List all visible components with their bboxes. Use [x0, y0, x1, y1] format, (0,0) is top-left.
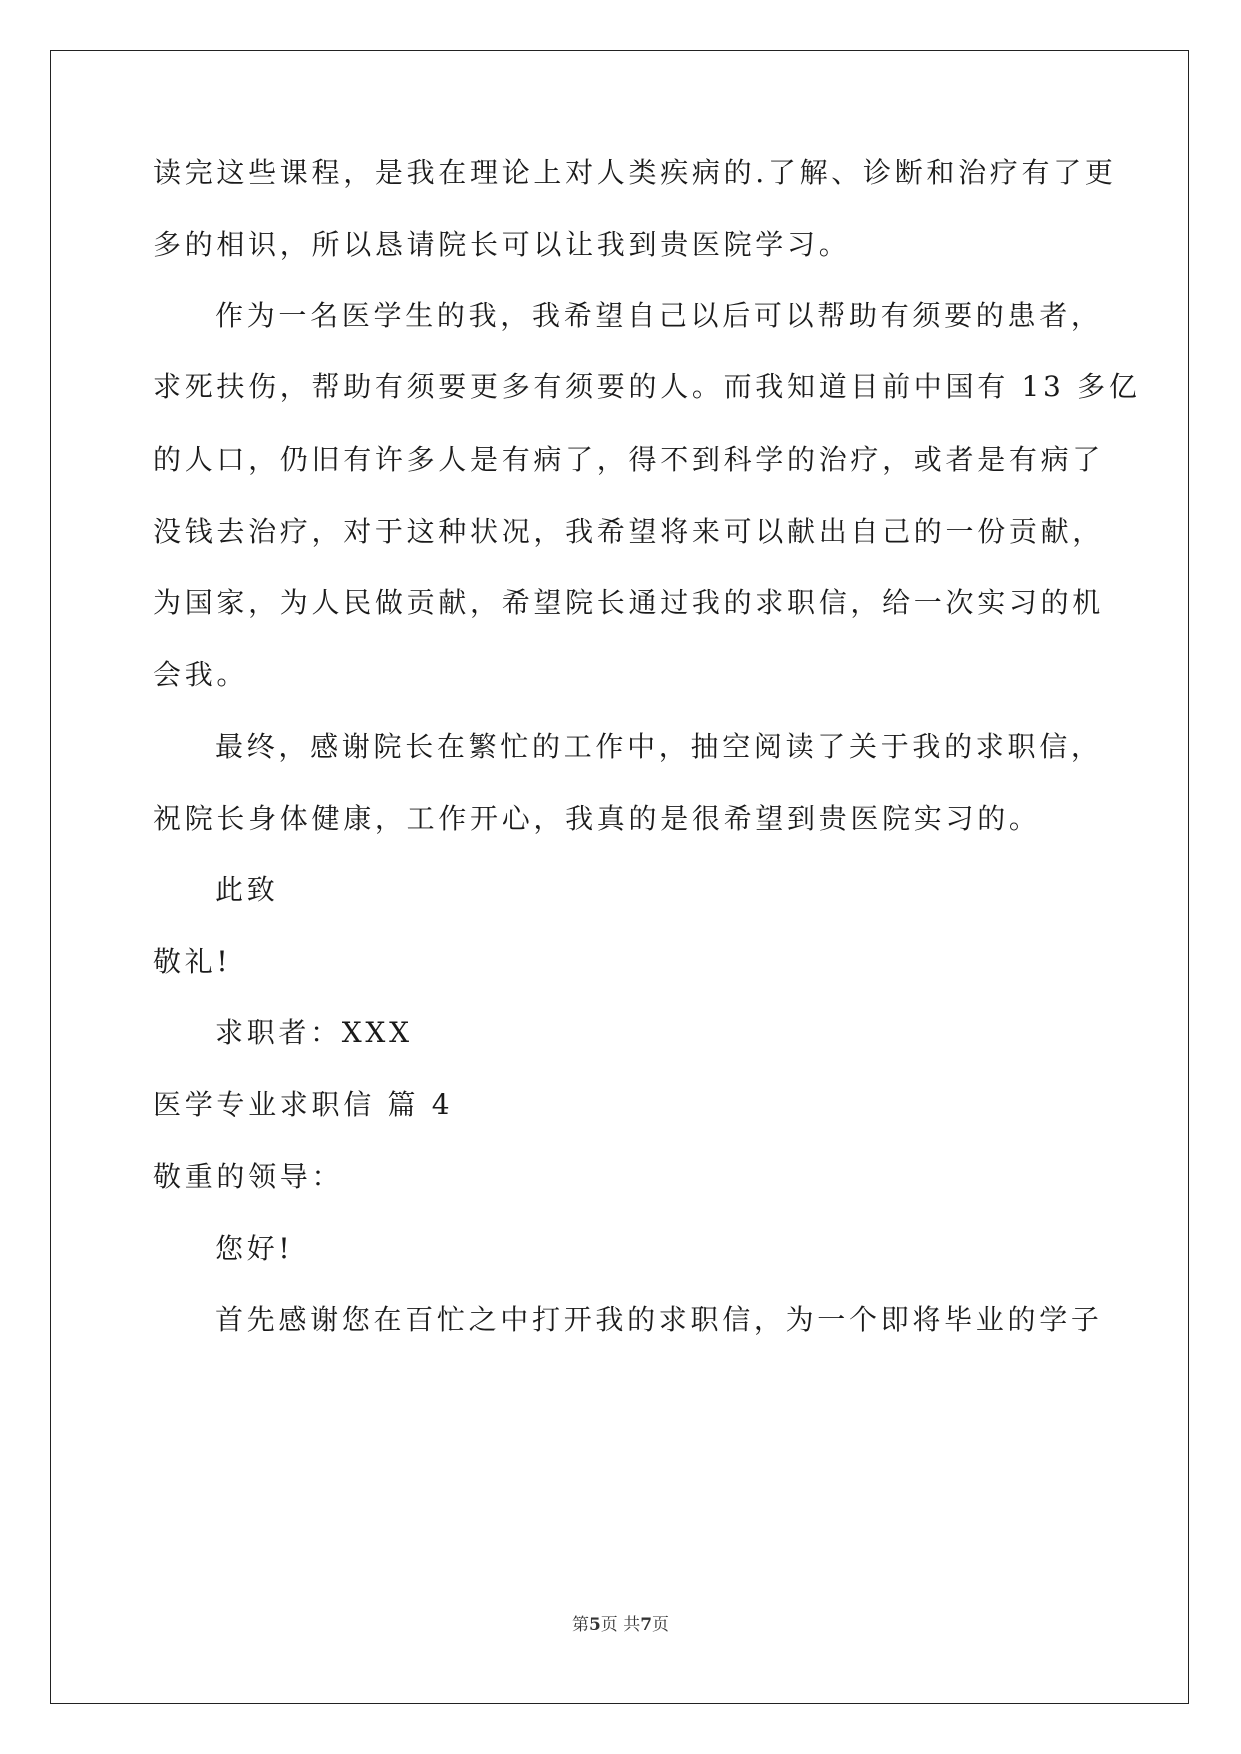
- footer-total-pages: 7: [640, 1615, 653, 1635]
- body-line-5: 的人口，仍旧有许多人是有病了，得不到科学的治疗，或者是有病了: [153, 443, 1105, 476]
- body-line-17: 首先感谢您在百忙之中打开我的求职信，为一个即将毕业的学子: [215, 1303, 1103, 1336]
- footer-prefix: 第: [571, 1615, 589, 1635]
- body-line-3: 作为一名医学生的我，我希望自己以后可以帮助有须要的患者，: [215, 299, 1103, 332]
- body-line-4: 求死扶伤，帮助有须要更多有须要的人。而我知道目前中国有 13 多亿: [153, 370, 1141, 403]
- body-line-9: 最终，感谢院长在繁忙的工作中，抽空阅读了关于我的求职信，: [215, 730, 1103, 763]
- body-line-10: 祝院长身体健康，工作开心，我真的是很希望到贵医院实习的。: [153, 802, 1041, 835]
- closing-regards: 敬礼!: [153, 945, 232, 978]
- section-heading: 医学专业求职信 篇 4: [153, 1088, 454, 1121]
- closing-salutation: 此致: [215, 873, 279, 906]
- body-line-7: 为国家，为人民做贡献，希望院长通过我的求职信，给一次实习的机: [153, 586, 1105, 619]
- page-footer: [0, 1610, 1241, 1635]
- footer-page-number: 5: [588, 1615, 601, 1635]
- body-line-8: 会我。: [153, 658, 249, 691]
- footer-mid: 页 共: [600, 1615, 641, 1635]
- signature-line: 求职者：XXX: [215, 1016, 413, 1049]
- letter-addressee: 敬重的领导：: [153, 1160, 344, 1193]
- footer-suffix: 页: [652, 1615, 670, 1635]
- body-line-1: 读完这些课程，是我在理论上对人类疾病的.了解、诊断和治疗有了更: [153, 156, 1117, 189]
- letter-greeting: 您好!: [215, 1232, 294, 1265]
- body-line-2: 多的相识，所以恳请院长可以让我到贵医院学习。: [153, 228, 851, 261]
- body-line-6: 没钱去治疗，对于这种状况，我希望将来可以献出自己的一份贡献，: [153, 515, 1105, 548]
